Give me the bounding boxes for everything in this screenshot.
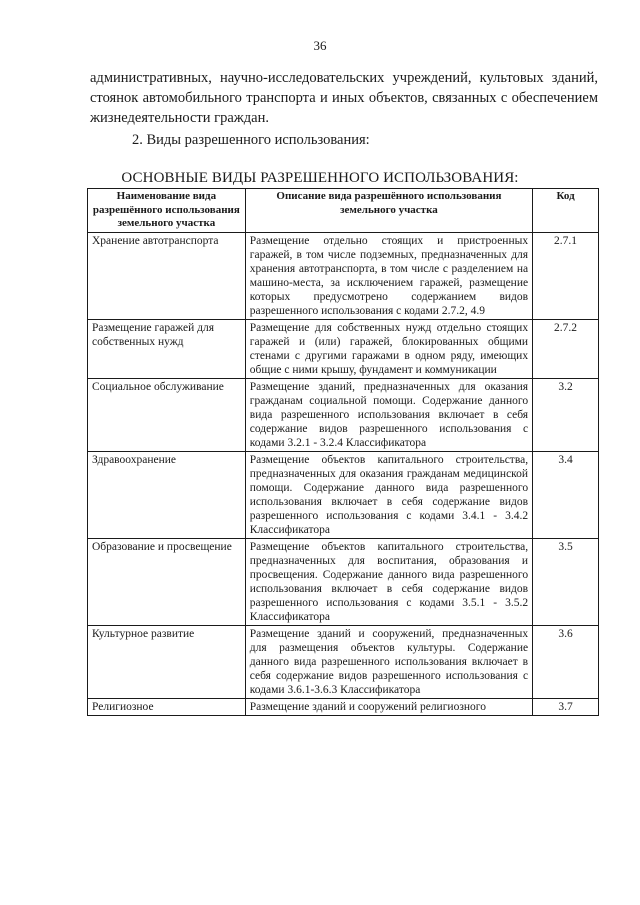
table-row — [88, 698, 599, 715]
use-name: Культурное развитие — [88, 625, 246, 698]
table-row — [88, 378, 599, 451]
use-description: Размещение для собственных нужд отдельно стоящих гаражей и (или) гаражей, блокированных общими стенами с другими гаражами в одном ряду, имеющих общие с ними крышу, фундамент и коммуникации — [245, 319, 532, 378]
use-name: Образование и просвещение — [88, 538, 246, 625]
use-code: 3.7 — [533, 698, 599, 715]
use-description: Размещение отдельно стоящих и пристроенных гаражей, в том числе подземных, предназначенных для хранения автотранспорта, в том числе с разделением на машино-места, за исключением гаражей, размещение которых предусмотрено содержанием видов разрешенного использования с кодами 2.7.2, 4.9 — [245, 232, 532, 319]
table-row — [88, 625, 599, 698]
use-description: Размещение объектов капитального строительства, предназначенных для воспитания, образования и просвещения. Содержание данного вида разрешенного использования включает в себя содержание видов разрешенного использования с кодами 3.5.1 - 3.5.2 Классификатора — [245, 538, 532, 625]
use-name: Здравоохранение — [88, 451, 246, 538]
use-code: 3.5 — [533, 538, 599, 625]
use-name: Социальное обслуживание — [88, 378, 246, 451]
table-row — [88, 538, 599, 625]
table-row — [88, 319, 599, 378]
use-code: 3.2 — [533, 378, 599, 451]
use-description: Размещение зданий, предназначенных для оказания гражданам социальной помощи. Содержание данного вида разрешенного использования включает в себя содержание видов разрешенного использования с кодами 3.2.1 - 3.2.4 Классификатора — [245, 378, 532, 451]
use-code: 3.4 — [533, 451, 599, 538]
use-description: Размещение объектов капитального строительства, предназначенных для оказания гражданам медицинской помощи. Содержание данного вида разрешенного использования включает в себя содержание видов разрешенного использования с кодами 3.4.1 - 3.4.2 Классификатора — [245, 451, 532, 538]
header-description: Описание вида разрешённого использования земельного участка — [245, 189, 532, 233]
use-name: Размещение гаражей для собственных нужд — [88, 319, 246, 378]
permitted-uses-table — [87, 188, 599, 716]
intro-paragraph — [90, 68, 598, 128]
intro-text: административных, научно-исследовательских учреждений, культовых зданий, стоянок автомобильного транспорта и иных объектов, связанных с обеспечением жизнедеятельности граждан. — [90, 70, 598, 126]
use-description: Размещение зданий и сооружений, предназначенных для размещения объектов культуры. Содержание данного вида разрешенного использования включает в себя содержание видов разрешенного использования с кодами 3.6.1-3.6.3 Классификатора — [245, 625, 532, 698]
use-code: 2.7.2 — [533, 319, 599, 378]
use-code: 3.6 — [533, 625, 599, 698]
use-name: Хранение автотранспорта — [88, 232, 246, 319]
table-header-row — [88, 189, 599, 233]
table-row — [88, 232, 599, 319]
header-name: Наименование вида разрешённого использования земельного участка — [88, 189, 246, 233]
list-item-heading: 2. Виды разрешенного использования: — [132, 132, 370, 148]
use-name: Религиозное — [88, 698, 246, 715]
use-code: 2.7.1 — [533, 232, 599, 319]
use-description: Размещение зданий и сооружений религиозного — [245, 698, 532, 715]
page-number: 36 — [313, 38, 327, 53]
table-title: ОСНОВНЫЕ ВИДЫ РАЗРЕШЕННОГО ИСПОЛЬЗОВАНИЯ: — [121, 170, 519, 186]
header-code: Код — [533, 189, 599, 233]
table-row — [88, 451, 599, 538]
